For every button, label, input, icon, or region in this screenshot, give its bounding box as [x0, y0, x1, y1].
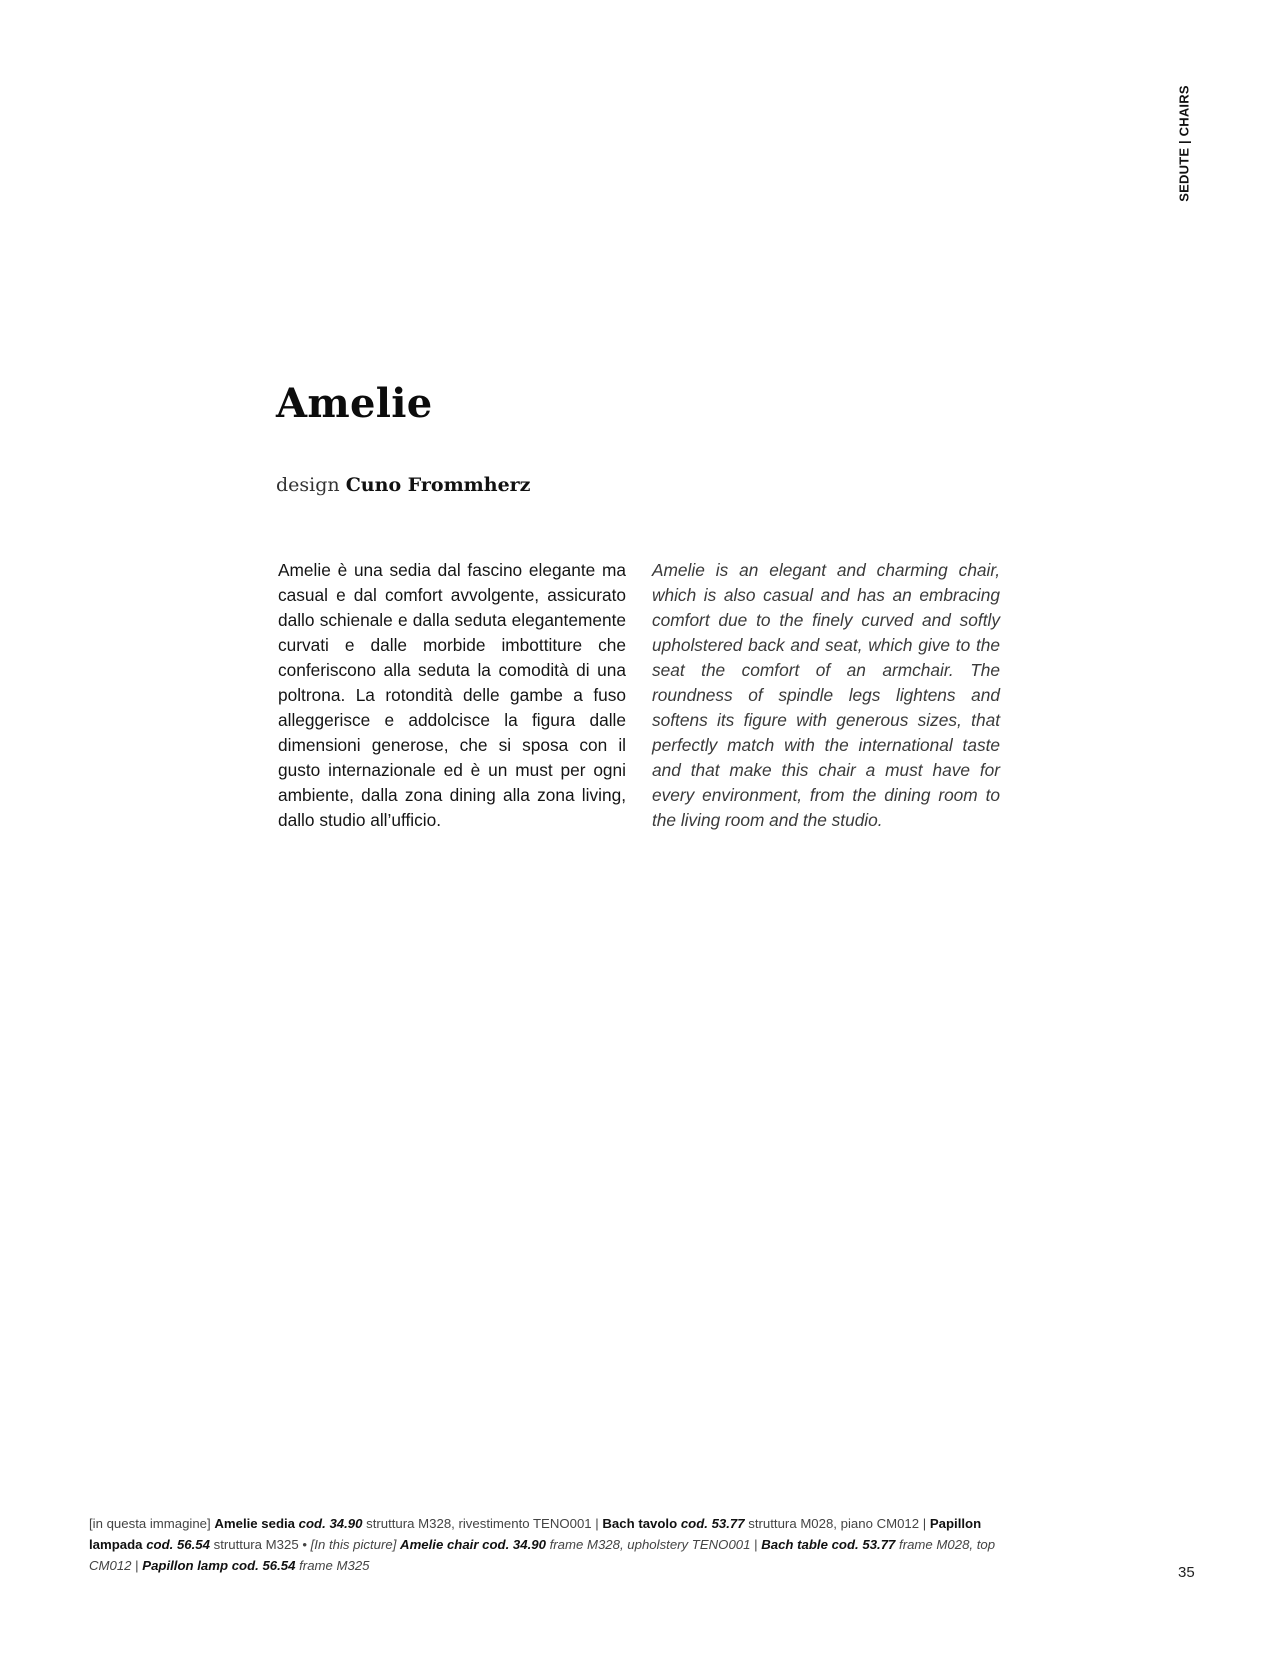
caption-en-item-code: cod. 56.54 — [231, 1558, 296, 1573]
caption-it-intro: [in questa immagine] — [89, 1516, 215, 1531]
caption-en-item-details: frame M325 — [299, 1558, 370, 1573]
caption-it-item-code: cod. 53.77 — [680, 1516, 745, 1531]
caption-bullet: • — [298, 1537, 311, 1552]
caption-it-item-code: cod. 34.90 — [298, 1516, 363, 1531]
caption-it-item-details: struttura M328, rivestimento TENO001 — [366, 1516, 592, 1531]
caption-en-item-details: frame M028, top CM012 — [89, 1537, 996, 1573]
designer-name: Cuno Frommherz — [345, 474, 531, 496]
caption-en-item-code: cod. 34.90 — [482, 1537, 546, 1552]
caption-separator: | — [591, 1516, 603, 1531]
caption-it-item-code: cod. 56.54 — [146, 1537, 210, 1552]
caption-separator: | — [919, 1516, 930, 1531]
caption-it-item-name: Bach tavolo — [602, 1516, 678, 1531]
caption-en-item-code: cod. 53.77 — [831, 1537, 896, 1552]
caption-it-item-details: struttura M028, piano CM012 — [748, 1516, 920, 1531]
section-tab — [1172, 84, 1196, 202]
product-title: Amelie — [276, 380, 433, 427]
page-number: 35 — [1178, 1564, 1195, 1581]
caption-separator: | — [131, 1558, 143, 1573]
caption-separator: | — [750, 1537, 762, 1552]
caption-it-item-name: Amelie sedia — [214, 1516, 295, 1531]
image-caption — [89, 1513, 1029, 1576]
description-english: Amelie is an elegant and charming chair, which is also casual and has an embracing comfort due to the finely curved and softly upholstered back and seat, which give to the seat the comfort of an armchair. The roundness of spindle legs lightens and softens its figure with generous sizes, that perfectly match with the international taste and that make this chair a must have for every environment, from the dining room to the living room and the studio. — [652, 560, 1000, 830]
caption-en-item-name: Amelie chair — [400, 1537, 479, 1552]
description-italian: Amelie è una sedia dal fascino elegante ma casual e dal comfort avvolgente, assicurato dallo schienale e dalla seduta elegantemente curvati e dalle morbide imbottiture che conferiscono alla seduta la comodità di una poltrona. La rotondità delle gambe a fuso alleggerisce e addolcisce la figura dalle dimensioni generose, che si sposa con il gusto internazionale ed è un must per ogni ambiente, dalla zona dining alla zona living, dallo studio all’ufficio. — [278, 560, 626, 830]
caption-en-item-name: Bach table — [761, 1537, 828, 1552]
designer-prefix: design — [276, 474, 340, 496]
caption-en-intro: [In this picture] — [310, 1537, 401, 1552]
designer-credit — [276, 476, 530, 495]
caption-en-item-name: Papillon lamp — [142, 1558, 229, 1573]
section-label: SEDUTE | CHAIRS — [1176, 84, 1192, 202]
caption-en-item-details: frame M328, upholstery TENO001 — [549, 1537, 751, 1552]
caption-it-item-details: struttura M325 — [213, 1537, 299, 1552]
caption-it-item-name: Papillon lampada — [89, 1516, 982, 1552]
